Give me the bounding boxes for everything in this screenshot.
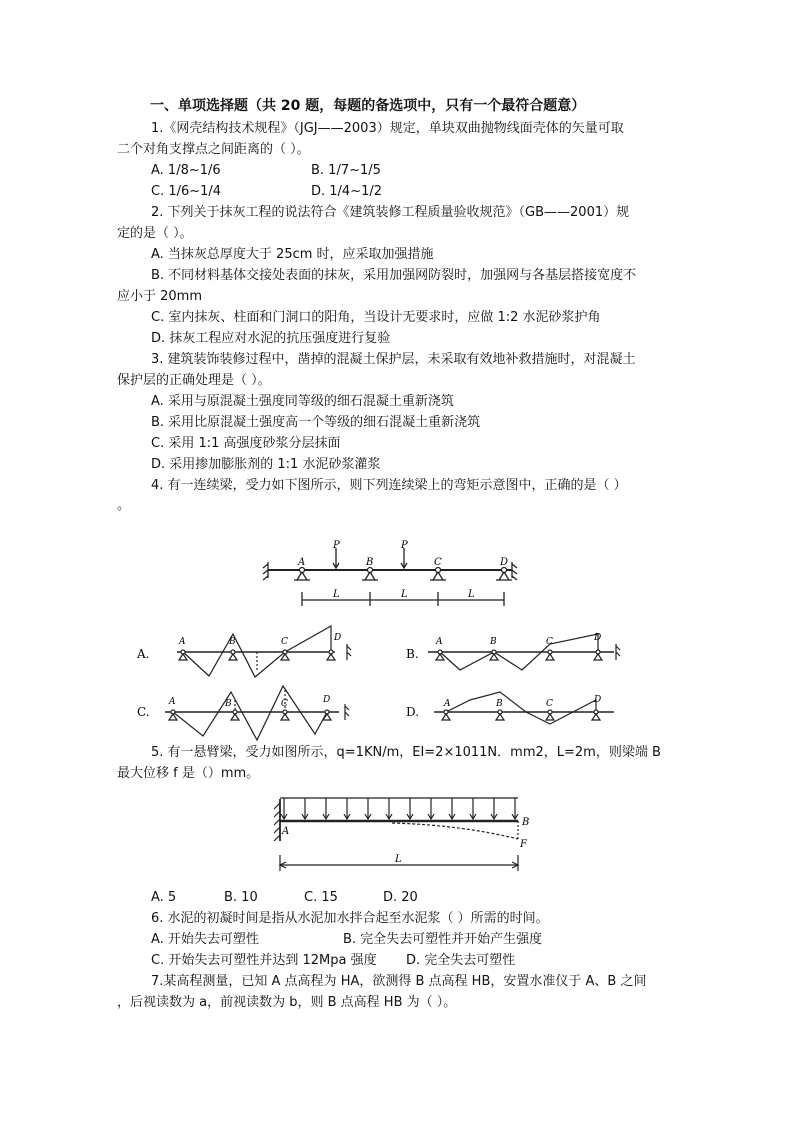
q5-stem-line1: 5. 有一悬臂梁，受力如图所示，q=1KN/m，EI=2×1011N．mm2，L=2m，则梁端 B xyxy=(151,745,661,760)
diagram-d-point-d: D xyxy=(594,695,602,705)
q6-option-d: D. 完全失去可塑性 xyxy=(406,953,516,968)
q7-stem-line1: 7.某高程测量，已知 A 点高程为 HA，欲测得 B 点高程 HB，安置水准仪于 A、B 之间 xyxy=(151,974,647,989)
q1-stem-line2: 二个对角支撑点之间距离的（ ）。 xyxy=(117,142,310,157)
beam-point-c: C xyxy=(434,557,442,568)
q5-option-a: A. 5 xyxy=(151,890,177,905)
q5-option-d: D. 20 xyxy=(383,890,418,905)
moment-diagram-d xyxy=(404,682,634,746)
cantilever-point-a: A xyxy=(282,826,290,837)
q3-option-a: A. 采用与原混凝土强度同等级的细石混凝土重新浇筑 xyxy=(151,394,454,409)
q1-option-c: C. 1/6~1/4 xyxy=(151,184,222,199)
moment-diagram-a xyxy=(135,622,365,684)
beam-point-d: D xyxy=(500,557,509,568)
span-label-1: L xyxy=(333,589,340,600)
q6-option-c: C. 开始失去可塑性并达到 12Mpa 强度 xyxy=(151,953,377,968)
q2-option-b-line2: 应小于 20mm xyxy=(117,289,203,304)
diagram-a-point-a: A xyxy=(179,637,186,647)
cantilever-point-b: B xyxy=(522,817,530,828)
diagram-d-point-b: B xyxy=(496,699,503,709)
q2-option-b-line1: B. 不同材料基体交接处表面的抹灰，采用加强网防裂时，加强网与各基层搭接宽度不 xyxy=(151,268,637,283)
beam-point-a: A xyxy=(298,557,306,568)
q5-stem-line2: 最大位移 f 是（）mm。 xyxy=(117,766,260,781)
option-d-label: D. xyxy=(406,705,420,719)
moment-diagram-c xyxy=(135,682,365,746)
q2-stem-line1: 2. 下列关于抹灰工程的说法符合《建筑装修工程质量验收规范》（GB——2001）规 xyxy=(151,205,630,220)
q6-option-a: A. 开始失去可塑性 xyxy=(151,932,259,947)
option-c-label: C. xyxy=(137,705,150,719)
q1-option-a: A. 1/8~1/6 xyxy=(151,163,221,178)
diagram-c-point-b: B xyxy=(225,699,232,709)
load-label-2: P xyxy=(401,540,408,551)
q1-option-d: D. 1/4~1/2 xyxy=(311,184,383,199)
q2-option-a: A. 当抹灰总厚度大于 25cm 时，应采取加强措施 xyxy=(151,247,434,262)
option-a-label: A. xyxy=(137,647,150,661)
q6-stem: 6. 水泥的初凝时间是指从水泥加水拌合起至水泥浆（ ）所需的时间。 xyxy=(151,911,549,926)
option-b-label: B. xyxy=(406,647,419,661)
cantilever-point-f: F xyxy=(520,839,527,850)
continuous-beam-figure xyxy=(260,540,520,614)
diagram-c-point-c: C xyxy=(281,699,288,709)
beam-point-b: B xyxy=(366,557,374,568)
q1-stem-line1: 1.《网壳结构技术规程》（JGJ——2003）规定，单块双曲抛物线面壳体的矢量可取 xyxy=(151,121,624,136)
diagram-b-point-a: A xyxy=(436,637,443,647)
q4-stem-line2: 。 xyxy=(117,498,131,513)
diagram-a-point-d: D xyxy=(334,633,342,643)
diagram-b-point-d: D xyxy=(594,633,602,643)
q5-option-c: C. 15 xyxy=(304,890,338,905)
q3-option-c: C. 采用 1:1 高强度砂浆分层抹面 xyxy=(151,436,341,451)
diagram-b-point-c: C xyxy=(546,637,553,647)
q3-stem-line1: 3. 建筑装饰装修过程中，凿掉的混凝土保护层，未采取有效地补救措施时，对混凝土 xyxy=(151,352,636,367)
q3-option-d: D. 采用掺加膨胀剂的 1:1 水泥砂浆灌浆 xyxy=(151,457,381,472)
q2-option-d: D. 抹灰工程应对水泥的抗压强度进行复验 xyxy=(151,331,391,346)
q2-option-c: C. 室内抹灰、柱面和门洞口的阳角，当设计无要求时，应做 1:2 水泥砂浆护角 xyxy=(151,310,601,325)
cantilever-span-label: L xyxy=(395,854,402,865)
q4-stem-line1: 4. 有一连续梁，受力如下图所示，则下列连续梁上的弯矩示意图中，正确的是（ ） xyxy=(151,478,627,493)
moment-diagram-b xyxy=(404,622,634,684)
q1-option-b: B. 1/7~1/5 xyxy=(311,163,381,178)
q6-option-b: B. 完全失去可塑性并开始产生强度 xyxy=(343,932,543,947)
diagram-b-point-b: B xyxy=(490,637,497,647)
q7-stem-line2: ，后视读数为 a，前视读数为 b，则 B 点高程 HB 为（ ）。 xyxy=(117,995,457,1010)
cantilever-beam-figure xyxy=(262,793,532,875)
q3-option-b: B. 采用比原混凝土强度高一个等级的细石混凝土重新浇筑 xyxy=(151,415,481,430)
diagram-a-point-c: C xyxy=(281,637,288,647)
q5-option-b: B. 10 xyxy=(224,890,258,905)
diagram-d-point-c: C xyxy=(546,699,553,709)
diagram-c-point-a: A xyxy=(169,697,176,707)
diagram-a-point-b: B xyxy=(229,637,236,647)
diagram-d-point-a: A xyxy=(444,699,451,709)
span-label-3: L xyxy=(468,589,475,600)
span-label-2: L xyxy=(401,589,408,600)
q2-stem-line2: 定的是（ ）。 xyxy=(117,226,193,241)
diagram-c-point-d: D xyxy=(323,695,331,705)
section-title: 一、单项选择题（共 20 题，每题的备选项中，只有一个最符合题意） xyxy=(150,98,586,114)
load-label-1: P xyxy=(333,540,340,551)
q3-stem-line2: 保护层的正确处理是（ ）。 xyxy=(117,373,271,388)
